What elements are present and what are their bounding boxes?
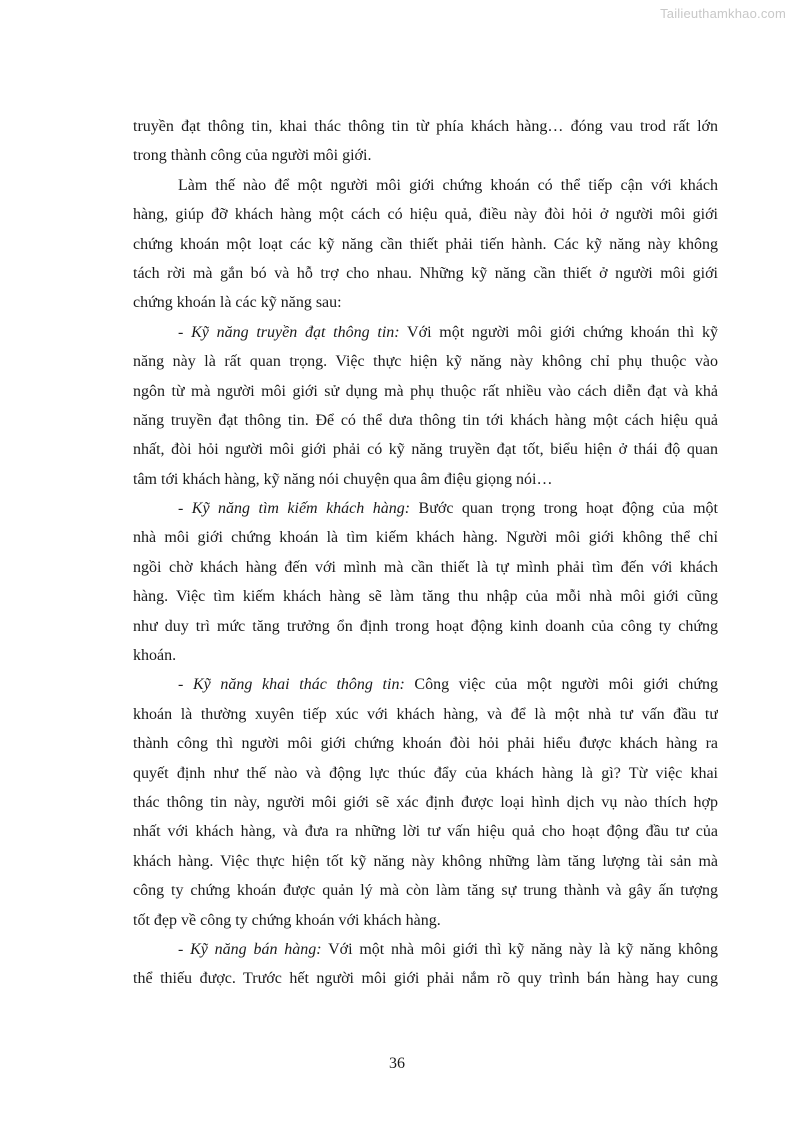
skill-heading: Kỹ năng tìm kiếm khách hàng: xyxy=(191,500,411,518)
text-line: nhà môi giới chứng khoán là tìm kiếm khách hàng. Người môi giới không thể chỉ xyxy=(133,529,718,547)
text-line: chứng khoán một loạt các kỹ năng cần thiết phải tiến hành. Các kỹ năng này không xyxy=(133,235,718,253)
skill-heading: Kỹ năng khai thác thông tin: xyxy=(192,676,405,694)
text-span: Với một người môi giới chứng khoán thì kỹ xyxy=(399,323,718,341)
text-line: truyền đạt thông tin, khai thác thông tin từ phía khách hàng… đóng vau trod rất lớn xyxy=(133,118,718,135)
text-line: ngôn từ mà người môi giới sử dụng mà phụ thuộc rất nhiều vào cách diễn đạt và khả xyxy=(133,382,718,400)
text-line: ngồi chờ khách hàng đến với mình mà cần thiết là tự mình phải tìm đến với khách xyxy=(133,558,718,576)
skill-heading-line xyxy=(133,935,718,964)
skill-heading: Kỹ năng truyền đạt thông tin: xyxy=(191,323,400,341)
text-line: khoán. xyxy=(133,647,177,665)
text-line: nhất, đòi hỏi người môi giới phải có kỹ năng truyền đạt tốt, biểu hiện ở thái độ quan xyxy=(133,441,718,459)
text-line: năng này là rất quan trọng. Việc thực hiện kỹ năng này không chỉ phụ thuộc vào xyxy=(133,353,718,371)
text-line: khách hàng. Việc thực hiện tốt kỹ năng này không những làm tăng lượng tài sản mà xyxy=(133,852,718,870)
text-line: tốt đẹp về công ty chứng khoán với khách hàng. xyxy=(133,911,441,929)
text-line: như duy trì mức tăng trưởng ổn định trong hoạt động kinh doanh của công ty chứng xyxy=(133,617,718,635)
skill-heading-line xyxy=(133,318,718,347)
text-line: năng truyền đạt thông tin. Để có thể dưa thông tin tới khách hàng một cách hiệu quả xyxy=(133,411,718,429)
page-number: 36 xyxy=(389,1055,405,1072)
skill-heading: Kỹ năng bán hàng: xyxy=(190,940,322,958)
text-line: chứng khoán là các kỹ năng sau: xyxy=(133,294,342,312)
text-line: trong thành công của người môi giới. xyxy=(133,147,372,165)
text-line: thành công thì người môi giới chứng khoán đòi hỏi phải hiểu được khách hàng ra xyxy=(133,735,718,753)
text-line: tách rời mà gắn bó và hỗ trợ cho nhau. Những kỹ năng cần thiết ở người môi giới xyxy=(133,264,718,282)
text-line: nhất với khách hàng, và đưa ra những lời tư vấn hiệu quả cho hoạt động đầu tư của xyxy=(133,823,718,841)
skill-heading-line xyxy=(133,670,718,699)
text-line: tâm tới khách hàng, kỹ năng nói chuyện qua âm điệu giọng nói… xyxy=(133,470,553,488)
bullet-dash: - xyxy=(178,676,193,694)
watermark: Tailieuthamkhao.com xyxy=(660,6,786,21)
text-span: Công việc của một người môi giới chứng xyxy=(404,676,718,694)
skill-heading-line xyxy=(133,494,718,523)
bullet-dash: - xyxy=(178,500,192,518)
text-line: hàng, giúp đỡ khách hàng một cách có hiệu quả, điều này đòi hỏi ở người môi giới xyxy=(133,206,718,224)
bullet-dash: - xyxy=(178,940,191,958)
text-span: Với một nhà môi giới thì kỹ năng này là kỹ năng không xyxy=(321,940,718,958)
text-line: Làm thế nào để một người môi giới chứng khoán có thể tiếp cận với khách xyxy=(178,176,718,194)
text-line: công ty chứng khoán được quản lý mà còn làm tăng sự trung thành và gây ấn tượng xyxy=(133,882,718,900)
text-line: khoán là thường xuyên tiếp xúc với khách hàng, và để là một nhà tư vấn đầu tư xyxy=(133,705,718,723)
text-line: thể thiếu được. Trước hết người môi giới phải nắm rõ quy trình bán hàng hay cung xyxy=(133,970,718,988)
text-line: quyết định như thế nào và động lực thúc đẩy của khách hàng là gì? Từ việc khai xyxy=(133,764,718,782)
text-span: Bước quan trọng trong hoạt động của một xyxy=(410,500,718,518)
text-line: thác thông tin này, người môi giới sẽ xác định được loại hình dịch vụ nào thích hợp xyxy=(133,793,718,811)
document-body xyxy=(133,112,718,994)
text-line: hàng. Việc tìm kiếm khách hàng sẽ làm tăng thu nhập của mỗi nhà môi giới cũng xyxy=(133,588,718,606)
bullet-dash: - xyxy=(178,323,192,341)
